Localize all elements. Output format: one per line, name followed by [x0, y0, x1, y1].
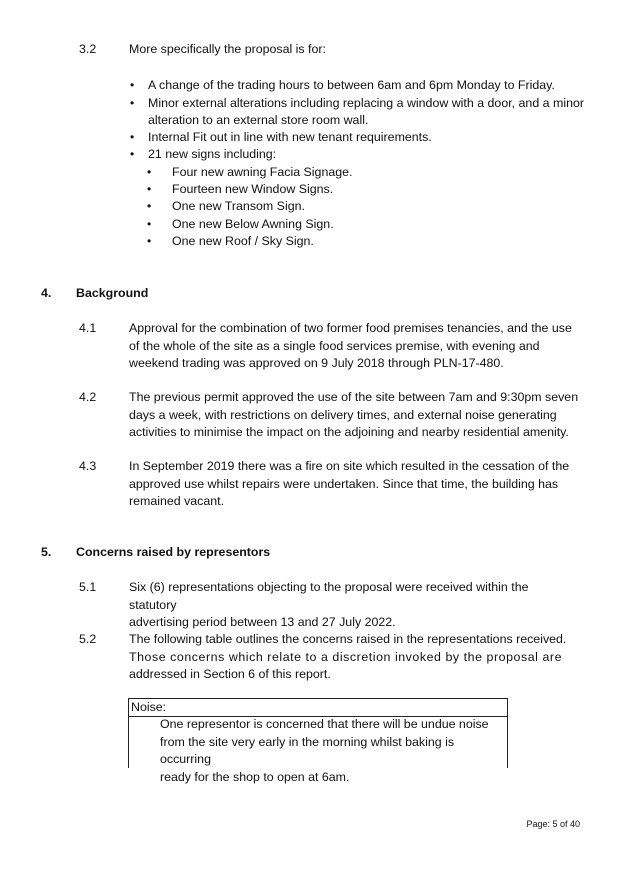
text-line: ready for the shop to open at 6am.	[160, 769, 350, 784]
text-line: remained vacant.	[129, 494, 225, 508]
bullet-dot: •	[130, 78, 135, 92]
paragraph-4-3	[129, 458, 579, 511]
paragraph-4-1	[129, 320, 579, 373]
section-4-number: 4.	[41, 286, 52, 300]
sub-bullet-item: One new Roof / Sky Sign.	[172, 234, 314, 248]
section-5-number: 5.	[41, 545, 52, 559]
bullet-dot: •	[130, 147, 135, 161]
bullet-dot: •	[130, 130, 135, 144]
section-5-title: Concerns raised by representors	[76, 545, 271, 559]
sub-bullet-item: One new Transom Sign.	[172, 199, 305, 213]
sub-bullet-dot: •	[147, 217, 152, 231]
item-3-2-text: More specifically the proposal is for:	[129, 42, 326, 56]
text-line: from the site very early in the morning whilst baking is occurring	[160, 734, 455, 766]
bullet-item-continuation: alteration to an external store room wall.	[148, 113, 369, 127]
text-line: days a week, with restrictions on delivery times, and external noise generating	[129, 407, 557, 422]
sub-bullet-dot: •	[147, 182, 152, 196]
sub-bullet-dot: •	[147, 199, 152, 213]
text-line: weekend trading was approved on 9 July 2018 through PLN-17-480.	[129, 356, 504, 370]
bullet-item: Minor external alterations including replacing a window with a door, and a minor	[148, 96, 584, 110]
concerns-table	[128, 698, 508, 784]
text-line: approved use whilst repairs were undertaken. Since that time, the building has	[129, 476, 559, 491]
section-4-title: Background	[76, 286, 149, 300]
item-number-4-3: 4.3	[79, 459, 97, 473]
text-line: Six (6) representations objecting to the proposal were received within the statutory	[129, 580, 529, 612]
sub-bullet-item: One new Below Awning Sign.	[172, 217, 334, 231]
bullet-item: 21 new signs including:	[148, 147, 277, 161]
sub-bullet-dot: •	[147, 234, 152, 248]
table-header-label: Noise:	[131, 700, 167, 714]
bullet-item: Internal Fit out in line with new tenant requirements.	[148, 130, 432, 144]
sub-bullet-dot: •	[147, 165, 152, 179]
sub-bullet-item: Fourteen new Window Signs.	[172, 182, 334, 196]
text-line: In September 2019 there was a fire on site which resulted in the cessation of the	[129, 459, 570, 473]
text-line: The previous permit approved the use of the site between 7am and 9:30pm seven	[129, 390, 579, 404]
table-body-text	[160, 716, 505, 786]
page-number: Page: 5 of 40	[526, 819, 580, 829]
text-line: activities to minimise the impact on the adjoining and nearby residential amenity.	[129, 425, 569, 439]
text-line: One representor is concerned that there will be undue noise	[160, 717, 489, 731]
text-line: Approval for the combination of two former food premises tenancies, and the use	[129, 321, 572, 335]
item-number-5-1: 5.1	[79, 580, 97, 594]
table-header-cell	[128, 698, 508, 717]
text-line: of the whole of the site as a single food services premise, with evening and	[129, 338, 540, 353]
paragraph-4-2	[129, 389, 579, 442]
text-line: advertising period between 13 and 27 July 2022.	[129, 615, 396, 629]
item-number-5-2: 5.2	[79, 632, 97, 646]
text-line: addressed in Section 6 of this report.	[129, 667, 331, 681]
sub-bullet-item: Four new awning Facia Signage.	[172, 165, 353, 179]
table-body-cell	[128, 716, 508, 784]
item-number-4-1: 4.1	[79, 321, 97, 335]
item-number-3-2: 3.2	[79, 42, 97, 56]
text-line: The following table outlines the concerns raised in the representations received.	[129, 632, 567, 646]
paragraph-5-1	[129, 579, 579, 632]
item-number-4-2: 4.2	[79, 390, 97, 404]
bullet-item: A change of the trading hours to between 6am and 6pm Monday to Friday.	[148, 78, 555, 92]
text-line: Those concerns which relate to a discretion invoked by the proposal are	[129, 649, 563, 664]
paragraph-5-2	[129, 631, 579, 684]
bullet-dot: •	[130, 96, 135, 110]
